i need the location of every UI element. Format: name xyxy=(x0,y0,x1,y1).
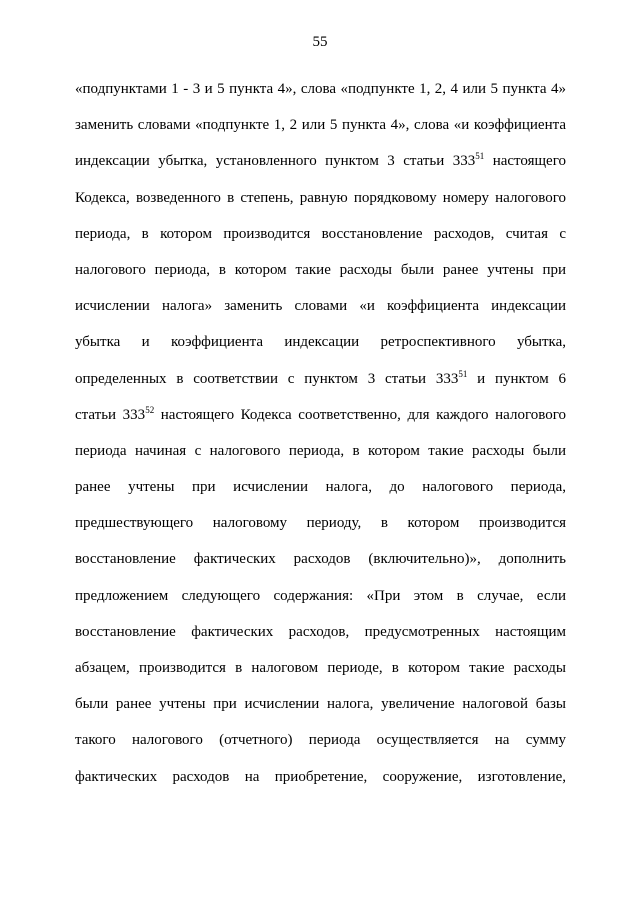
text-segment: ранее учтены при исчислении налога, до налогового периода, xyxy=(75,479,566,496)
text-segment: абзацем, производится в налоговом периоде, в котором такие расходы xyxy=(75,660,566,676)
text-segment: восстановление фактических расходов (включительно)», дополнить xyxy=(75,551,566,568)
text-line xyxy=(75,183,566,219)
text-line xyxy=(75,508,566,544)
text-segment: настоящего Кодекса соответственно, для каждого налогового xyxy=(154,406,566,423)
text-line xyxy=(75,110,566,146)
text-segment: определенных в соответствии с пунктом 3 статьи 333 xyxy=(75,370,459,387)
text-segment: предложением следующего содержания: «При этом в случае, если xyxy=(75,587,566,604)
text-segment: индексации убытка, установленного пунктом 3 статьи 333 xyxy=(75,153,476,170)
text-line xyxy=(75,327,566,363)
text-segment: фактических расходов на приобретение, сооружение, изготовление, xyxy=(75,768,566,785)
superscript: 51 xyxy=(458,368,468,379)
text-segment: статьи 333 xyxy=(75,406,146,423)
text-segment: налогового периода, в котором такие расходы были ранее учтены при xyxy=(75,261,566,278)
text-line xyxy=(75,581,566,617)
superscript: 52 xyxy=(145,404,155,415)
text-segment: убытка и коэффициента индексации ретроспективного убытка, xyxy=(75,334,566,351)
text-line xyxy=(75,219,566,255)
text-line xyxy=(75,291,566,327)
text-segment: и пунктом 6 xyxy=(467,370,566,387)
text-segment: настоящего xyxy=(484,153,566,170)
text-line xyxy=(75,472,566,508)
text-line xyxy=(75,617,566,653)
text-line xyxy=(75,74,566,110)
body-text xyxy=(75,74,566,798)
superscript: 51 xyxy=(475,151,485,162)
text-segment: заменить словами «подпункте 1, 2 или 5 пункта 4», слова «и коэффициента xyxy=(75,117,566,134)
text-segment: восстановление фактических расходов, предусмотренных настоящим xyxy=(75,623,566,640)
text-line xyxy=(75,400,566,436)
text-segment: такого налогового (отчетного) периода осуществляется на сумму xyxy=(75,732,566,749)
text-segment: Кодекса, возведенного в степень, равную порядковому номеру налогового xyxy=(75,189,566,206)
text-segment: периода, в котором производится восстановление расходов, считая с xyxy=(75,225,566,242)
text-line xyxy=(75,146,566,182)
text-segment: предшествующего налоговому периоду, в котором производится xyxy=(75,515,566,532)
text-line xyxy=(75,762,566,798)
text-line xyxy=(75,689,566,725)
page-number: 55 xyxy=(312,34,328,50)
text-line xyxy=(75,255,566,291)
text-segment: исчислении налога» заменить словами «и коэффициента индексации xyxy=(75,298,566,315)
text-line xyxy=(75,653,566,689)
text-segment: периода начиная с налогового периода, в котором такие расходы были xyxy=(75,442,566,459)
text-line xyxy=(75,436,566,472)
text-line xyxy=(75,725,566,761)
text-line xyxy=(75,364,566,400)
text-segment: «подпунктами 1 - 3 и 5 пункта 4», слова «подпункте 1, 2, 4 или 5 пункта 4» xyxy=(75,81,566,97)
text-line xyxy=(75,544,566,580)
text-segment: были ранее учтены при исчислении налога, увеличение налоговой базы xyxy=(75,696,566,713)
